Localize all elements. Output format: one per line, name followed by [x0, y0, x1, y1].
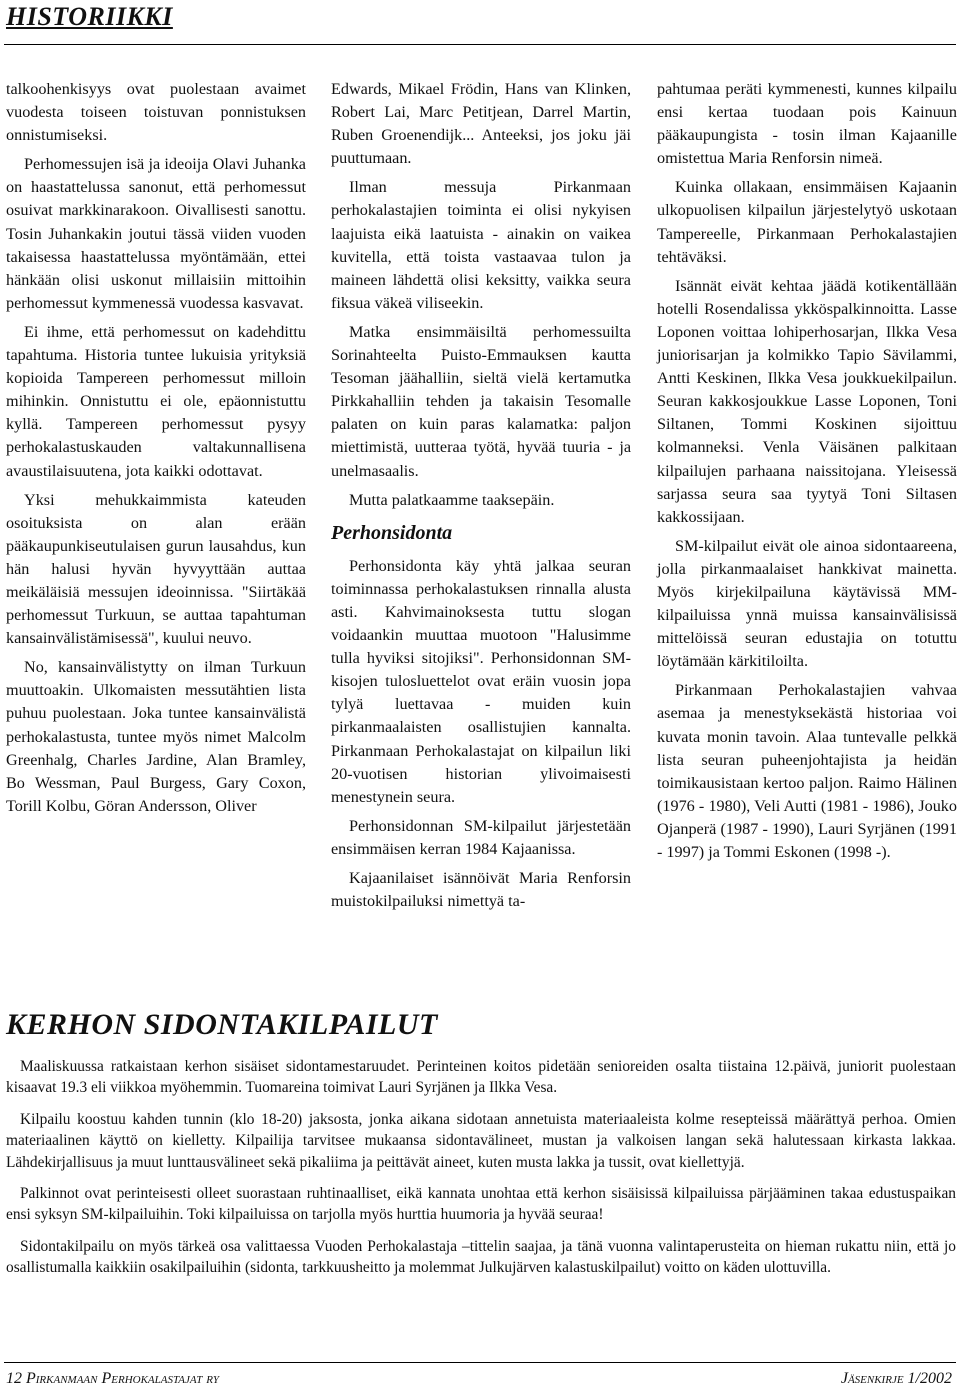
section-paragraph-1: Maaliskuussa ratkaistaan kerhon sisäiset sidontamestaruudet. Perinteinen koitos pidetään senioreiden osalta tiistaina 12.päivä, juniorit puolestaan kisaavat 19.3 eli viikkoa myöhemmin. Tuomareina toimivat Lauri Syrjänen ja Ilkka Vesa.: [6, 1058, 956, 1097]
subheading-perhonsidonta: Perhonsidonta: [331, 521, 453, 544]
section-title-kerhon-sidontakilpailut: KERHON SIDONTAKILPAILUT: [6, 1008, 438, 1041]
section-body: [6, 1056, 956, 1289]
section-paragraph-2: Kilpailu koostuu kahden tunnin (klo 18-20) jaksosta, jonka aikana sidotaan annetuista materiaaleista kolme resepteissä määrättyä perhoa. Omien materiaalinen käyttö on kielletty. Kilpailija tarvitsee mukaansa sidontavälineet, mustan ja valkoisen langan sekä halutessaan kirkasta lakkaa. Lähdekirjallisuus ja muut lunttausvälineet sekä pikaliima ja peittävät aineet, kuten musta lakka ja tussit, ovat kiellettyjä.: [6, 1110, 956, 1171]
column-2-paragraph-6: Kajaanilaiset isännöivät Maria Renforsin muistokilpailuksi nimettyä ta-: [331, 869, 631, 911]
article-column-2: [331, 78, 631, 919]
column-2-paragraph-1: Ilman messuja Pirkanmaan perhokalastajien toiminta ei olisi nykyisen laajuista eikä laatuista - ainakin on vaikea kuvitella, että toista vastaavaa tulon ja maineen lähdettä olisi keksitty, vaikka seura fiksua väkeä viliseekin.: [331, 178, 631, 312]
column-1-paragraph-5: No, kansainvälistytty on ilman Turkuun muuttoakin. Ulkomaisten messutähtien lista puhuu puolestaan. Joka tuntee kansainvälistä perhokalastusta, tuntee myös nimet Malcolm Greenhalg, Charles Jardine, Alan Bramley, Bo Wessman, Paul Burgess, Gary Coxon, Torill Kolbu, Göran Andersson, Oliver: [6, 658, 306, 815]
column-1-paragraph-4: Yksi mehukkaimmista kateuden osoituksista on alan erään pääkaupunkiseutulaisen gurun lausahdus, kun hän halusi hyvän hyvyyttään auttaa meikäläisiä messujen ideoinnissa. "Siirtäkää perhomessut Turkuun, se auttaa tapahtuman kansainvälistämisessä", kuului neuvo.: [6, 490, 306, 648]
footer-left: [6, 1370, 219, 1388]
header-divider: [4, 44, 956, 45]
column-3-paragraph-1: Kuinka ollakaan, ensimmäisen Kajaanin ulkopuolisen kilpailun järjestelytyö uskotaan Tampereelle, Pirkanmaan Perhokalastajien tehtäväksi.: [657, 178, 957, 266]
page-number: 12: [6, 1370, 22, 1387]
column-2-paragraph-4: Perhonsidonta käy yhtä jalkaa seuran toiminnassa perhokalastuksen rinnalla alusta asti. Kahvimainoksesta tuttu slogan voidaankin muuttaa muotoon "Halusimme tulla hyviksi sitojiksi". Perhonsidonnan SM-kisojen tulosluettelot ovat eräin vuosin jopa tylyä luettavaa - muiden kuin pirkanmaalaisten osallistujien kannalta. Pirkanmaan Perhokalastajat on kilpailun liki 20-vuotisen historian ylivoimaisesti menestynein seura.: [331, 556, 631, 806]
column-2-paragraph-2: Matka ensimmäisiltä perhomessuilta Sorinahteelta Puisto-Emmauksen kautta Tesoman jäähalliin, sieltä vielä kertamutka Pirkkahalliin tehden ja takaisin Tesomalle palaten on kuin paras kalamatka: paljon miettimistä, uutteraa työtä, hyvää tuuria - ja unelmasaalis.: [331, 322, 631, 480]
column-3-paragraph-3: SM-kilpailut eivät ole ainoa sidontaareena, jolla pirkanmaalaiset hankkivat mainetta. Myös kirjekilpailuna käytävissä MM-kilpailuissa ynnä muissa kansainvälisissä mittelöissä seuran edustajia on totuttu löytämään kärkitiloilta.: [657, 536, 957, 671]
column-3-paragraph-4: Pirkanmaan Perhokalastajien vahvaa asemaa ja menestyksekästä historiaa voi kuvata monin tavoin. Alaa tuntevalle pelkkä lista seuran puheenjohtajista ja heidän toimikausistaan kertoo paljon. Raimo Hälinen (1976 - 1980), Veli Autti (1981 - 1986), Jouko Ojanperä (1987 - 1990), Lauri Syrjänen (1991 - 1997) ja Tommi Eskonen (1998 -).: [657, 681, 957, 861]
column-2-paragraph-3: Mutta palatkaamme taaksepäin.: [349, 490, 555, 509]
page-header-title: HISTORIIKKI: [6, 2, 173, 31]
column-2-paragraph-5: Perhonsidonnan SM-kilpailut järjestetään ensimmäisen kerran 1984 Kajaanissa.: [331, 816, 631, 858]
column-1-paragraph-1: talkoohenkisyys ovat puolestaan avaimet vuodesta toiseen toistuvan ponnistuksen onnistumiseksi.: [6, 80, 306, 145]
column-3-lead-paragraph: pahtumaa peräti kymmenesti, kunnes kilpailu ensi kertaa tuodaan pois Kainuun pääkaupungista - tosin ilman Kajaanille omistettua Maria Renforsin nimeä.: [657, 80, 957, 168]
section-paragraph-4: Sidontakilpailu on myös tärkeä osa valittaessa Vuoden Perhokalastaja –tittelin saajaa, ja tänä vuonna valintaperusteita on hieman rukattu niin, että jo osallistumalla kaikkiin osakilpailuihin (sidonta, tarkkuusheitto ja molemmat Julkujärven kalastuskilpailut) voitto on käden ulottuvilla.: [6, 1237, 956, 1277]
column-2-lead-paragraph: Edwards, Mikael Frödin, Hans van Klinken, Robert Lai, Marc Petitjean, Darrel Martin, Ruben Groenendijk... Anteeksi, jos joku jäi puuttumaan.: [331, 80, 631, 168]
column-1-paragraph-2: Perhomessujen isä ja ideoija Olavi Juhanka on haastattelussa sanonut, että perhomessut osuivat markkinarakoon. Oivallisesti sanottu. Tosin Juhankakin joutui tässä viiden vuoden takaisessa haastattelussa myöntämään, ettei hänkään olisi uskonut millaisiin mittoihin perhomessut kymmenessä vuodessa kasvavat.: [6, 155, 306, 312]
article-column-3: [657, 78, 957, 870]
column-1-paragraph-3: Ei ihme, että perhomessut on kadehdittu tapahtuma. Historia tuntee lukuisia yrityksiä kopioida Tampereen perhomessut milloin mihinkin. Onnistuttu ei ole, epäonnistuttu kyllä. Tampereen perhomessut pysyy perhokalastuskauden valtakunnallisena avaustilaisuutena, jota kaikki odottavat.: [6, 322, 306, 480]
footer-divider: [4, 1362, 956, 1363]
column-3-paragraph-2: Isännät eivät kehtaa jäädä kotikentällään hotelli Rosendalissa ykköspalkinnoitta. Lasse Loponen voittaa lohiperhosarjan, Ilkka Vesa juniorisarjan ja kolmikko Tapio Sävilammi, Antti Keskinen, Ilkka Vesa joukkuekilpailun. Seuran kakkosjoukkue Lasse Loponen, Toni Siltanen, Tommi Koskinen sijoittuu kolmanneksi. Venla Väisänen palkitaan kilpailujen parhaana naissitojana. Yleisessä sarjassa seura saa tyytyä Toni Siltasen kakkossijaan.: [657, 276, 957, 526]
issue-label: Jäsenkirje 1/2002: [840, 1370, 952, 1387]
publication-name: Pirkanmaan Perhokalastajat ry: [26, 1370, 219, 1387]
article-column-1: [6, 78, 306, 824]
section-paragraph-3: Palkinnot ovat perinteisesti olleet suorastaan ruhtinaalliset, eikä kannata unohtaa että kerhon sisäisissä kilpailuissa pärjääminen takaa edustuspaikan ensi syksyn SM-kilpailuihin. Toki kilpailuissa on tarjolla myös hurttia huumoria ja hyvää seuraa!: [6, 1185, 956, 1224]
